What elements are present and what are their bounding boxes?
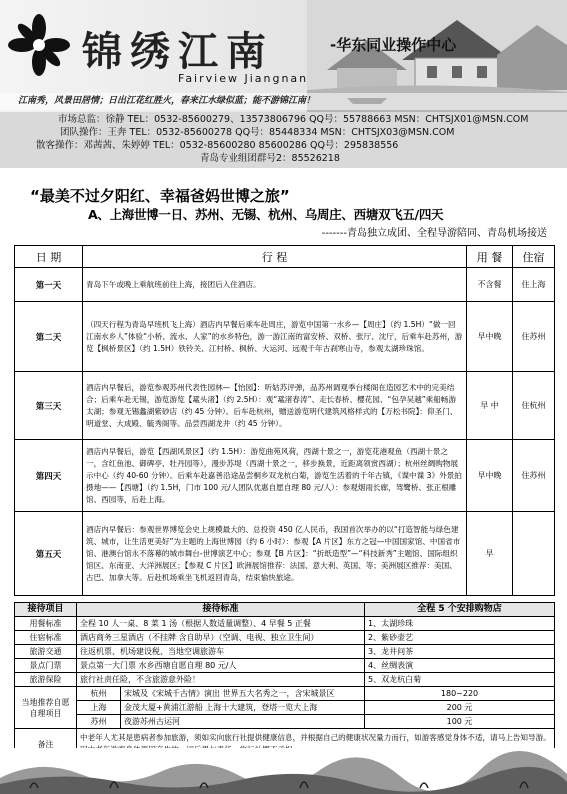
optional-price: 100 元 [365,715,555,729]
day-stay [513,512,555,596]
col-header-date: 日 期 [15,246,83,268]
contact-market-director: 市场总监：徐静 TEL：0532-85600279、13573806796 QQ号：55788663 MSN：CHTSJX01@MSN.COM [58,114,529,125]
itinerary-table [14,245,555,596]
optional-desc: 金茂大厦+黄浦江游船 上海十大建筑，登塔一览大上海 [121,701,365,715]
table-row [15,673,555,687]
day-meal: 早 [467,512,513,596]
service-standard: 酒店商务三星酒店（不挂牌 含自助早）（空调、电视、独立卫生间） [77,631,365,645]
service-standard: 旅行社责任险，不含旅游意外险！ [77,673,365,687]
optional-price: 200 元 [365,701,555,715]
tour-route: A、上海世博一日、苏州、无锡、杭州、乌周庄、西塘双飞五/四天 [88,207,444,222]
table-row [15,617,555,631]
table-row [15,268,555,302]
optional-price: 180~220 [365,687,555,701]
table-row [15,512,555,596]
footer-decoration [0,748,567,794]
optional-city: 苏州 [77,715,121,729]
table-row [15,715,555,729]
day-detail: 酒店内早餐后，游览【西湖风景区】（约 1.5H）：游览曲苑风荷，西湖十景之一，游览花港观鱼（西湖十景之一，含红鱼池、御碑亭、牡丹园等），漫步苏堤（西湖十景之一，移步换景，近距离领赏西湖）；杭州丝绸购物展示中心（约 40-60 分钟）。后乘车赴嘉善沿途品尝桐乡双龙杭白菊，游览生活着的千年古镇，《谍中谍 3》外景拍摄地——【西塘】（约 1.5H，门市 100 元/人团队优惠自愿自理 80 元/人）：参观烟雨长廊，驾鹭桥、张正根雕馆、西园等，后赴上海。 [83,440,467,512]
shop-item: 5、双龙杭白菊 [365,673,555,687]
shop-item: 1、太湖珍珠 [365,617,555,631]
col-header-shops: 全程 5 个安排购物店 [365,603,555,617]
optional-city: 上海 [77,701,121,715]
slogan: 江南秀，风景田居情；日出江花红胜火，春来江水绿似蓝；能不游锦江南！ [0,93,567,110]
optional-items-label: 当地推荐自愿自理项目 [15,687,77,729]
shop-item: 2、紫砂壶艺 [365,631,555,645]
day-meal: 早中晚 [467,440,513,512]
service-item: 景点门票 [15,659,77,673]
day-stay: 住上海 [513,268,555,302]
service-standards-table [14,602,555,760]
day-meal: 早 中 [467,372,513,440]
day-label: 第四天 [15,440,83,512]
day-label: 第一天 [15,268,83,302]
day-stay: 住杭州 [513,372,555,440]
day-label: 第三天 [15,372,83,440]
day-stay: 住苏州 [513,440,555,512]
optional-desc: 宋城及《宋城千古情》演出 世界五大名秀之一，含宋城景区 [121,687,365,701]
day-label: 第二天 [15,302,83,372]
brand-header [0,0,567,112]
tour-note: -------青岛独立成团、全程导游陪同、青岛机场接送 [321,228,547,239]
optional-city: 杭州 [77,687,121,701]
tour-title: “最美不过夕阳红、幸福爸妈世博之旅” [30,187,290,205]
shop-item: 4、丝绸表演 [365,659,555,673]
service-item: 旅游交通 [15,645,77,659]
table-row [15,631,555,645]
brand-name-en: Fairview Jiangnan [178,72,309,85]
col-header-standard: 接待标准 [77,603,365,617]
service-item: 住宿标准 [15,631,77,645]
table-row [15,687,555,701]
remark-text: 中老年人尤其是患病者参加旅游，须如实向旅行社提供健康信息，并根据自己的健康状况量力而行，如游客感觉身体不适，请马上告知导游。 [77,729,555,760]
contact-qq-group: 青岛专业组团群号2：85526218 [200,153,340,164]
table-row [15,701,555,715]
col-header-item: 接待项目 [15,603,77,617]
contact-individual-operator: 散客操作：邓茜茜、朱婷婷 TEL：0532-85600280 85600286 QQ号：295838556 [36,140,399,151]
day-meal: 不含餐 [467,268,513,302]
service-header-row [15,603,555,617]
service-standard: 全程 10 人一桌、8 菜 1 汤（根据人数适量调整）、4 早餐 5 正餐 [77,617,365,631]
col-header-itinerary: 行 程 [83,246,467,268]
day-meal: 早中晚 [467,302,513,372]
day-detail: 酒店内早餐后：参观世界博览会史上规模最大的、总投资 450 亿人民币，我国首次举办的以“打造智能与绿色建筑、城市，让生活更美好”为主题的上海世博园（约 6 小时）：参观【A 片区】东方之冠—中国国家馆、中国省市馆、港澳台馆永不落幕的城市舞台-世博演艺中心；参观【B 片区】：“折纸造型”—“科技新秀”主题馆、国际组织馆区、东南亚、大洋洲展区；【参观 C 片区】欧洲展馆推荐：法国、意大利、英国、等；美洲展区推荐：美国、古巴、加拿大等。后赴机场乘坐飞机返回青岛，结束愉快旅途。 [83,512,467,596]
service-standard: 景点第一大门票 水乡西塘自愿自理 80 元/人 [77,659,365,673]
service-standard: 往返机票、机场建设税、当地空调旅游车 [77,645,365,659]
service-item: 旅游保险 [15,673,77,687]
itinerary-header-row [15,246,555,268]
shop-item: 3、龙井问茶 [365,645,555,659]
day-detail: 酒店内早餐后，游览参观苏州代表性园林—【怡园】：听姑苏评弹，品苏州调观季台楼阁在造园艺术中的完美结合；后乘车赴无锡，游览游览【鼋头渚】（约 2.5H）：观“鼋渚春涛”、走长春桥、樱花园、“包孕吴越”乘船畅游太湖；参观无锡蠡湖紫砂店（约 45 分钟）。后车赴杭州，赠送游览明代建筑风格样式的【万松书院】：仰圣门、明道堂、大成殿、毓秀阁等。品尝西湖龙井（约 45 分钟）。 [83,372,467,440]
contact-group-operator: 团队操作：王奔 TEL：0532-85600278 QQ号：85448334 MSN：CHTSJX03@MSN.COM [60,127,455,138]
day-label: 第五天 [15,512,83,596]
table-row [15,440,555,512]
contact-info [0,112,567,168]
col-header-stay: 住宿 [513,246,555,268]
brand-logo-icon [8,14,70,76]
day-stay: 住苏州 [513,302,555,372]
optional-desc: 夜游苏州古运河 [121,715,365,729]
col-header-meals: 用 餐 [467,246,513,268]
service-item: 用餐标准 [15,617,77,631]
table-row [15,372,555,440]
table-row [15,645,555,659]
day-detail: 青岛下午或晚上乘航班前往上海，接团后入住酒店。 [83,268,467,302]
remark-label: 备注 [15,729,77,760]
table-row [15,659,555,673]
day-detail: （四天行程为青岛早班机飞上海）酒店内早餐后乘车赴周庄，游览中国第一水乡—【周庄】（约 1.5H）“做一回江南水乡人”体验“小桥、流水、人家”的水乡特色，游一游江南的富安桥、双桥、张厅、沈厅，后乘车赴苏州，游览【枫桥景区】（约 1.5H）铁铃关、江村桥、枫桥、大运河、远观千年古刹寒山寺，参观太湖珍珠馆。 [83,302,467,372]
brand-name-cn: 锦绣江南 [82,28,274,75]
brand-subtitle: -华东同业操作中心 [330,36,457,54]
table-row [15,302,555,372]
